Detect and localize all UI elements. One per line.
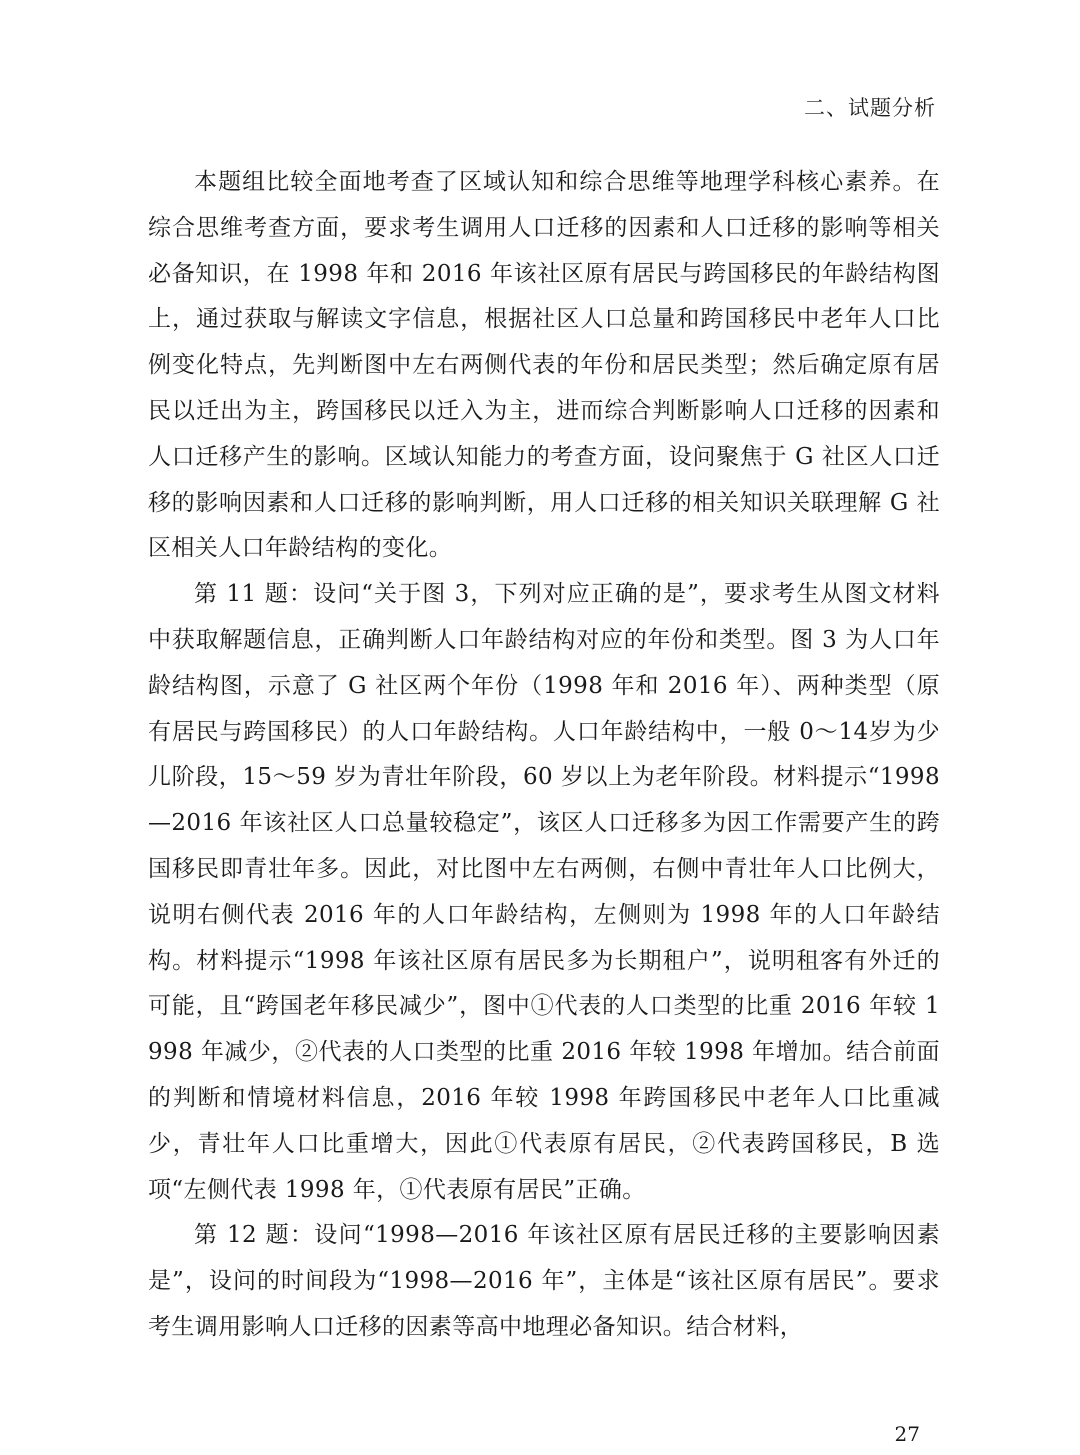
page-number: 27 (894, 1422, 920, 1446)
body-text (148, 160, 940, 1351)
running-header: 二、试题分析 (804, 96, 936, 120)
paragraph-overview: 本题组比较全面地考查了区域认知和综合思维等地理学科核心素养。在综合思维考查方面，要求考生调用人口迁移的因素和人口迁移的影响等相关必备知识，在 1998 年和 2016 年该社区原有居民与跨国移民的年龄结构图上，通过获取与解读文字信息，根据社区人口总量和跨国移民中老年人口比例变化特点，先判断图中左右两侧代表的年份和居民类型；然后确定原有居民以迁出为主，跨国移民以迁入为主，进而综合判断影响人口迁移的因素和人口迁移产生的影响。区域认知能力的考查方面，设问聚焦于 G 社区人口迁移的影响因素和人口迁移的影响判断，用人口迁移的相关知识关联理解 G 社区相关人口年龄结构的变化。 (148, 169, 940, 562)
paragraph-question-12: 第 12 题：设问“1998—2016 年该社区原有居民迁移的主要影响因素是”，设问的时间段为“1998—2016 年”，主体是“该社区原有居民”。要求考生调用影响人口迁移的因素等高中地理必备知识。结合材料， (148, 1222, 940, 1340)
paragraph-question-11: 第 11 题：设问“关于图 3，下列对应正确的是”，要求考生从图文材料中获取解题信息，正确判断人口年龄结构对应的年份和类型。图 3 为人口年龄结构图，示意了 G 社区两个年份（1998 年和 2016 年）、两种类型（原有居民与跨国移民）的人口年龄结构。人口年龄结构中，一般 0～14岁为少儿阶段，15～59 岁为青壮年阶段，60 岁以上为老年阶段。材料提示“1998—2016 年该社区人口总量较稳定”，该区人口迁移多为因工作需要产生的跨国移民即青壮年多。因此，对比图中左右两侧，右侧中青壮年人口比例大，说明右侧代表 2016 年的人口年龄结构，左侧则为 1998 年的人口年龄结构。材料提示“1998 年该社区原有居民多为长期租户”，说明租客有外迁的可能，且“跨国老年移民减少”，图中①代表的人口类型的比重 2016 年较 1998 年减少，②代表的人口类型的比重 2016 年较 1998 年增加。结合前面的判断和情境材料信息，2016 年较 1998 年跨国移民中老年人口比重减少，青壮年人口比重增大，因此①代表原有居民，②代表跨国移民，B 选项“左侧代表 1998 年，①代表原有居民”正确。 (148, 581, 940, 1203)
